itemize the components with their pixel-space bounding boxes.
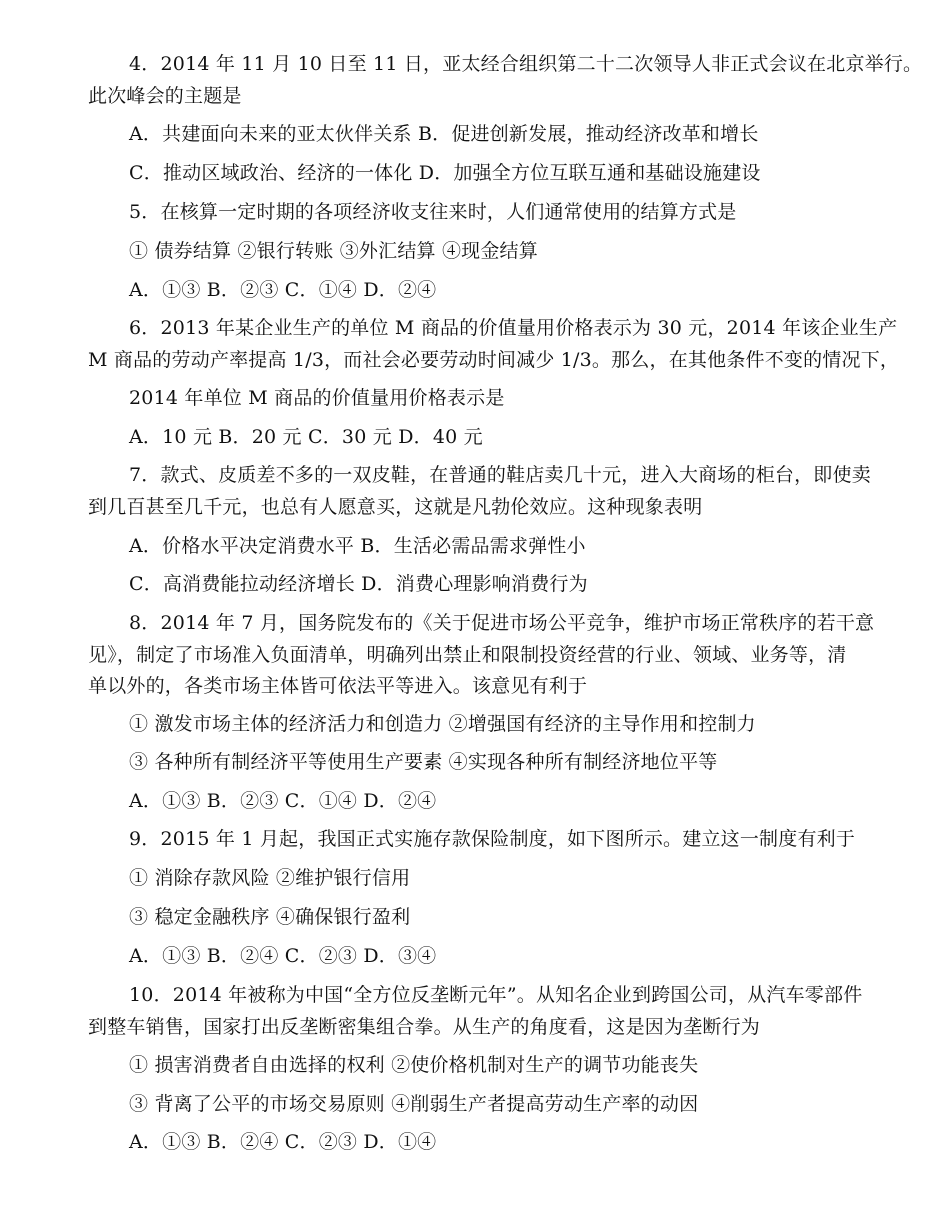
- q7-stem-line2: 到几百甚至几千元，也总有人愿意买，这就是凡勃伦效应。这种现象表明: [88, 496, 703, 518]
- q8-options: A．①③ B．②③ C．①④ D．②④: [129, 790, 437, 812]
- q7-options-ab: A．价格水平决定消费水平 B．生活必需品需求弹性小: [129, 535, 586, 557]
- q4-options-ab: A．共建面向未来的亚太伙伴关系 B．促进创新发展，推动经济改革和增长: [129, 123, 759, 145]
- q4-stem-line1: 4．2014 年 11 月 10 日至 11 日，亚太经合组织第二十二次领导人非正式会议在北京举行。: [129, 53, 923, 75]
- q5-options: A．①③ B．②③ C．①④ D．②④: [129, 279, 437, 301]
- q8-stem-line2: 见》，制定了市场准入负面清单，明确列出禁止和限制投资经营的行业、领域、业务等，清: [88, 644, 847, 666]
- q8-stem-line3: 单以外的，各类市场主体皆可依法平等进入。该意见有利于: [88, 675, 588, 697]
- q10-choices-12: ① 损害消费者自由选择的权利 ②使价格机制对生产的调节功能丧失: [129, 1054, 699, 1076]
- q10-choices-34: ③ 背离了公平的市场交易原则 ④削弱生产者提高劳动生产率的动因: [129, 1093, 699, 1115]
- q9-choices-12: ① 消除存款风险 ②维护银行信用: [129, 867, 411, 889]
- q6-stem-line3: 2014 年单位 M 商品的价值量用价格表示是: [129, 387, 505, 409]
- q5-choices: ① 债券结算 ②银行转账 ③外汇结算 ④现金结算: [129, 240, 538, 262]
- q4-options-cd: C．推动区域政治、经济的一体化 D．加强全方位互联互通和基础设施建设: [129, 162, 761, 184]
- q9-options: A．①③ B．②④ C．②③ D．③④: [129, 945, 437, 967]
- q4-stem-line2: 此次峰会的主题是: [88, 85, 242, 107]
- q8-stem-line1: 8．2014 年 7 月，国务院发布的《关于促进市场公平竞争，维护市场正常秩序的若干意: [129, 612, 875, 634]
- q10-stem-line2: 到整车销售，国家打出反垄断密集组合拳。从生产的角度看，这是因为垄断行为: [88, 1016, 761, 1038]
- q9-stem: 9．2015 年 1 月起，我国正式实施存款保险制度，如下图所示。建立这一制度有利于: [129, 828, 856, 850]
- q7-options-cd: C．高消费能拉动经济增长 D．消费心理影响消费行为: [129, 573, 588, 595]
- q8-choices-34: ③ 各种所有制经济平等使用生产要素 ④实现各种所有制经济地位平等: [129, 751, 718, 773]
- q6-stem-line2: M 商品的劳动产率提高 1/3，而社会必要劳动时间减少 1/3。那么，在其他条件不变的情况下，: [88, 349, 900, 371]
- q7-stem-line1: 7．款式、皮质差不多的一双皮鞋，在普通的鞋店卖几十元，进入大商场的柜台，即使卖: [129, 464, 871, 486]
- q6-options: A．10 元 B．20 元 C．30 元 D．40 元: [129, 426, 483, 448]
- q9-choices-34: ③ 稳定金融秩序 ④确保银行盈利: [129, 906, 411, 928]
- q8-choices-12: ① 激发市场主体的经济活力和创造力 ②增强国有经济的主导作用和控制力: [129, 713, 756, 735]
- q5-stem: 5．在核算一定时期的各项经济收支往来时，人们通常使用的结算方式是: [129, 201, 737, 223]
- q6-stem-line1: 6．2013 年某企业生产的单位 M 商品的价值量用价格表示为 30 元，2014 年该企业生产: [129, 317, 898, 339]
- q10-stem-line1: 10．2014 年被称为中国“全方位反垄断元年”。从知名企业到跨国公司，从汽车零部件: [129, 984, 863, 1006]
- q10-options: A．①③ B．②④ C．②③ D．①④: [129, 1131, 437, 1153]
